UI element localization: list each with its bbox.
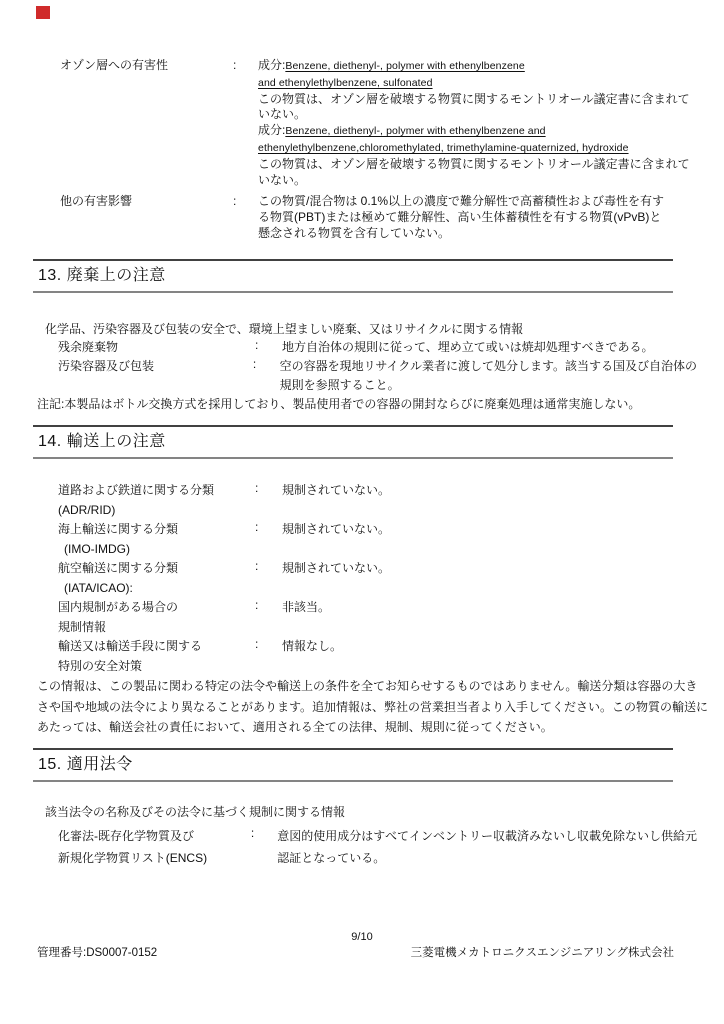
hazard-value-line: [258, 107, 698, 123]
row-colon: :: [255, 637, 259, 651]
row-value-line: 規制されていない。: [282, 522, 391, 536]
company-name: 三菱電機メカトロニクスエンジニアリング株式会社: [410, 947, 674, 959]
row-label-line: 航空輸送に関する分類: [58, 561, 179, 575]
row-value: [282, 481, 697, 501]
row-value: [277, 826, 697, 869]
row-colon: :: [255, 520, 259, 534]
red-annotation-square: [36, 6, 50, 19]
row-value: [282, 598, 697, 618]
hazards-block: [60, 58, 700, 242]
row-label-line: 海上輸送に関する分類: [58, 522, 179, 536]
section14-row: [37, 598, 697, 637]
row-label: [58, 357, 253, 376]
hazard-value-line: [258, 210, 698, 226]
section-14-content: [37, 481, 709, 738]
section-13-title: 13. 廃棄上の注意: [38, 267, 166, 284]
row-value-line: 規制されていない。: [282, 483, 391, 497]
hazard-row-label: オゾン層への有害性: [60, 58, 169, 72]
section14-row: [37, 520, 697, 559]
section-13-note: 注記:本製品はボトル交換方式を採用しており、製品使用者での容器の開封ならびに廃棄処理は通常実施しない。: [37, 397, 641, 411]
document-number: 管理番号:DS0007-0152: [37, 947, 158, 959]
hazard-row-value: [258, 194, 698, 241]
row-label-line: 国内規制がある場合の: [58, 600, 179, 614]
row-colon: :: [250, 826, 255, 840]
row-label: [58, 338, 255, 357]
section14-row: [37, 481, 697, 520]
hazard-value-line: [258, 194, 698, 210]
row-value-line: 認証となっている。: [277, 850, 386, 865]
row-label-line: 輸送又は輸送手段に関する: [58, 639, 203, 653]
hazard-row-value: [258, 58, 698, 188]
text-segment: Benzene, diethenyl-, polymer with ethenylbenzene and: [285, 125, 546, 138]
hazard-value-line: [258, 157, 698, 173]
hazard-value-line: [258, 123, 698, 140]
section-15-content: [37, 803, 697, 869]
section-15-title: 15. 適用法令: [38, 756, 133, 773]
paragraph-line: あたっては、輸送会社の責任において、適用される全ての法律、規制、規則に従ってください。: [37, 720, 553, 734]
section-13-content: [37, 320, 697, 414]
row-value-line: 非該当。: [282, 600, 331, 614]
hazard-row-colon: :: [233, 58, 237, 72]
row-value-line: 規則を参照すること。: [279, 378, 400, 392]
row-label: [58, 559, 255, 598]
row-value-line: 地方自治体の規則に従って、埋め立て或いは焼却処理すべきである。: [282, 340, 654, 354]
horizontal-rule: [33, 457, 673, 459]
row-label: [58, 826, 251, 869]
hazard-row: [60, 58, 700, 188]
row-label: [58, 598, 255, 637]
row-value: [282, 338, 697, 357]
row-colon: :: [255, 598, 259, 612]
text-segment: 成分:: [258, 123, 286, 138]
section14-row: [37, 637, 697, 676]
hazard-value-line: [258, 58, 698, 75]
row-label-line: (IATA/ICAO):: [64, 580, 133, 595]
row-label-line: (ADR/RID): [58, 502, 116, 517]
page-number: 9/10: [351, 931, 373, 943]
row-colon: :: [255, 481, 259, 495]
section-15-intro: 該当法令の名称及びその法令に基づく規制に関する情報: [45, 805, 346, 819]
hazard-value-line: [258, 173, 698, 189]
hazard-value-line: [258, 140, 698, 157]
text-segment: いない。: [258, 172, 307, 187]
row-value: [282, 559, 697, 579]
text-segment: この物質は、オゾン層を破壊する物質に関するモントリオール議定書に含まれて: [258, 156, 690, 171]
row-colon: :: [252, 357, 257, 371]
row-label-line: 化審法-既存化学物質及び: [58, 829, 194, 843]
paragraph-line: この情報は、この製品に関わる特定の法令や輸送上の条件を全てお知らせするものではありません。輸送分類は容器の大き: [37, 679, 698, 693]
section-14-rows: [37, 481, 697, 676]
hazard-value-line: [258, 92, 698, 108]
row-label-line: 残余廃棄物: [58, 340, 119, 354]
section-15-rows: [37, 826, 697, 869]
row-value: [282, 637, 697, 657]
row-value-line: 情報なし。: [282, 639, 343, 653]
hazard-row-label: 他の有害影響: [60, 194, 133, 209]
section-15-header: [33, 748, 673, 782]
section13-row: [37, 357, 697, 395]
section14-row: [37, 559, 697, 598]
horizontal-rule: [33, 780, 673, 782]
row-value-line: 規制されていない。: [282, 561, 391, 575]
row-label: [58, 637, 255, 676]
row-value-line: 空の容器を現地リサイクル業者に渡して処分します。該当する国及び自治体の: [279, 359, 697, 373]
row-colon: :: [255, 338, 259, 352]
section-14-title: 14. 輸送上の注意: [38, 433, 166, 450]
hazard-value-line: [258, 75, 698, 92]
row-label: [58, 481, 255, 520]
hazard-row: [60, 194, 700, 241]
text-segment: いない。: [258, 107, 307, 122]
row-label-line: 道路および鉄道に関する分類: [58, 483, 215, 497]
text-segment: この物質/混合物は 0.1%以上の濃度で難分解性で高蓄積性および毒性を有す: [258, 194, 665, 209]
horizontal-rule: [33, 291, 673, 293]
section15-row: [37, 826, 697, 869]
row-label-line: 汚染容器及び包装: [58, 359, 155, 373]
section13-row: [37, 338, 697, 357]
text-segment: Benzene, diethenyl-, polymer with ethenylbenzene: [285, 60, 525, 72]
text-segment: る物質(PBT)または極めて難分解性、高い生体蓄積性を有する物質(vPvB)と: [258, 210, 662, 225]
row-value: [280, 357, 697, 395]
row-value-line: 意図的使用成分はすべてインベントリー収載済みないし収載免除ないし供給元: [277, 829, 697, 843]
section-13-header: [33, 259, 673, 293]
text-segment: 懸念される物質を含有していない。: [258, 225, 451, 240]
section-14-header: [33, 425, 673, 459]
text-segment: and ethenylethylbenzene, sulfonated: [258, 76, 433, 89]
row-label-line: 特別の安全対策: [58, 658, 143, 673]
page-footer: [37, 946, 674, 961]
text-segment: 成分:: [258, 58, 286, 72]
row-label: [58, 520, 255, 559]
section-13-rows: [37, 338, 697, 395]
text-segment: ethenylethylbenzene,chloromethylated, trimethylamine-quaternized, hydroxide: [258, 141, 629, 154]
text-segment: この物質は、オゾン層を破壊する物質に関するモントリオール議定書に含まれて: [258, 91, 690, 106]
row-value: [282, 520, 697, 540]
row-label-line: 規制情報: [58, 619, 107, 634]
section-14-paragraph: [37, 676, 709, 738]
row-label-line: (IMO-IMDG): [64, 541, 130, 556]
hazard-row-colon: :: [233, 194, 237, 209]
section-13-intro: 化学品、汚染容器及び包装の安全で、環境上望ましい廃棄、又はリサイクルに関する情報: [45, 322, 524, 336]
row-label-line: 新規化学物質リスト(ENCS): [58, 850, 208, 865]
paragraph-line: さや国や地域の法令により異なることがあります。追加情報は、弊社の営業担当者より入手してください。この物質の輸送に: [37, 699, 709, 714]
hazard-value-line: [258, 226, 698, 242]
row-colon: :: [255, 559, 259, 573]
